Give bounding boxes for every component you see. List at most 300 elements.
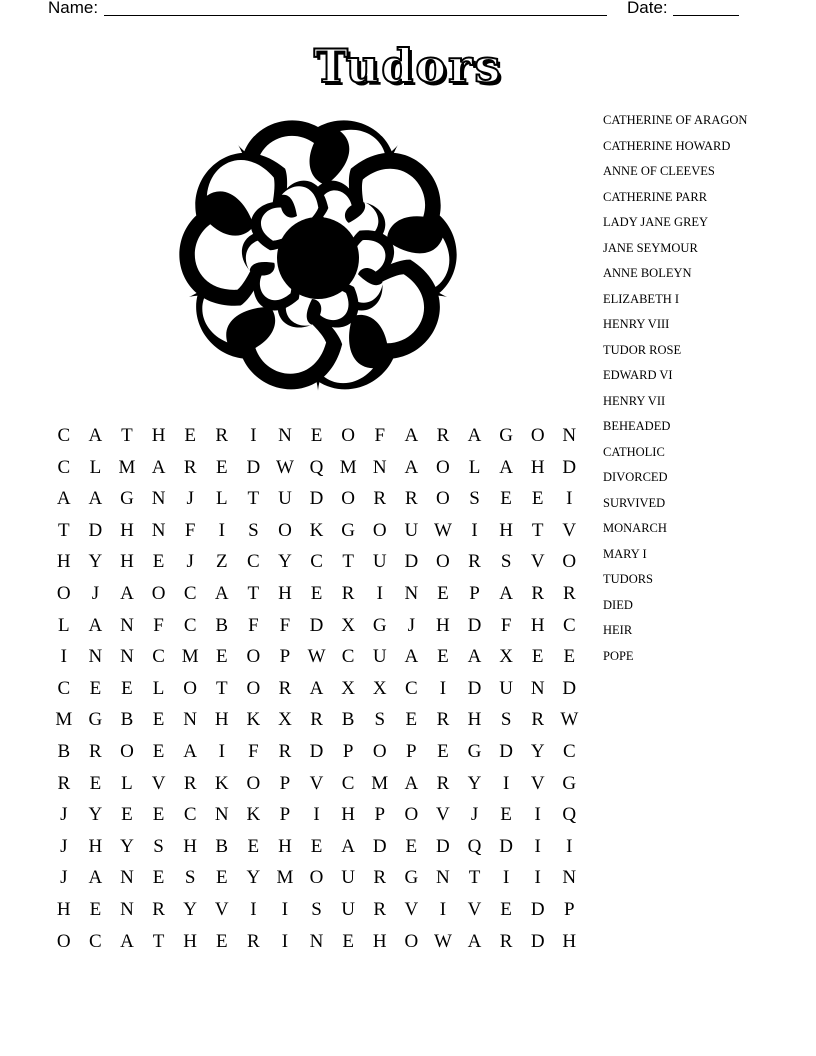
grid-cell[interactable]: O xyxy=(278,519,292,541)
grid-cell[interactable]: E xyxy=(152,709,165,731)
grid-cell[interactable]: D xyxy=(309,614,324,636)
grid-cell[interactable]: C xyxy=(562,740,576,762)
grid-cell[interactable]: R xyxy=(468,551,481,573)
grid-cell[interactable]: G xyxy=(404,867,419,889)
grid-cell[interactable]: A xyxy=(404,425,419,446)
grid-cell[interactable]: E xyxy=(310,582,323,604)
grid-cell[interactable]: Y xyxy=(88,804,103,826)
word-search-grid[interactable] xyxy=(48,420,586,957)
grid-cell[interactable]: D xyxy=(530,898,545,920)
grid-cell[interactable]: Y xyxy=(278,551,292,573)
grid-cell[interactable]: R xyxy=(436,772,450,794)
grid-cell[interactable]: A xyxy=(88,867,103,889)
grid-cell[interactable]: F xyxy=(279,614,291,636)
grid-cell[interactable]: E xyxy=(310,425,323,446)
grid-cell[interactable]: D xyxy=(562,677,577,699)
grid-cell[interactable]: H xyxy=(151,425,166,446)
grid-cell[interactable]: K xyxy=(246,709,261,731)
grid-cell[interactable]: C xyxy=(183,582,197,604)
grid-cell[interactable]: I xyxy=(250,898,257,920)
grid-cell[interactable]: G xyxy=(88,709,103,731)
grid-cell[interactable]: I xyxy=(534,804,541,826)
grid-cell[interactable]: O xyxy=(246,646,261,668)
grid-cell[interactable]: D xyxy=(372,835,387,857)
grid-cell[interactable]: H xyxy=(562,930,577,952)
grid-cell[interactable]: E xyxy=(247,835,260,857)
grid-cell[interactable]: R xyxy=(531,582,545,604)
grid-cell[interactable]: U xyxy=(341,898,355,920)
grid-cell[interactable]: A xyxy=(88,425,103,446)
grid-cell[interactable]: L xyxy=(89,456,102,478)
grid-cell[interactable]: D xyxy=(88,519,103,541)
grid-cell[interactable]: P xyxy=(374,804,386,826)
grid-cell[interactable]: B xyxy=(120,709,134,731)
grid-cell[interactable]: J xyxy=(91,582,100,604)
grid-cell[interactable]: R xyxy=(404,488,418,510)
grid-cell[interactable]: T xyxy=(215,677,228,699)
grid-cell[interactable]: E xyxy=(89,898,102,920)
grid-cell[interactable]: E xyxy=(342,930,354,952)
grid-cell[interactable]: F xyxy=(248,740,259,762)
grid-cell[interactable]: N xyxy=(120,614,134,636)
grid-cell[interactable]: O xyxy=(246,677,261,699)
grid-cell[interactable]: S xyxy=(500,709,512,731)
tudor-rose-icon xyxy=(172,108,464,402)
grid-cell[interactable]: G xyxy=(499,425,513,446)
grid-cell[interactable]: H xyxy=(120,551,134,573)
grid-cell[interactable]: A xyxy=(499,582,513,604)
grid-cell[interactable]: R xyxy=(278,677,292,699)
grid-cell[interactable]: R xyxy=(89,740,102,762)
grid-cell[interactable]: R xyxy=(341,582,355,604)
grid-cell[interactable]: H xyxy=(56,898,71,920)
grid-cell[interactable]: V xyxy=(562,519,577,541)
grid-cell[interactable]: S xyxy=(248,519,259,541)
grid-cell[interactable]: O xyxy=(151,582,166,604)
grid-cell[interactable]: I xyxy=(60,646,67,668)
grid-cell[interactable]: O xyxy=(530,425,545,446)
grid-cell[interactable]: S xyxy=(469,488,480,510)
grid-cell[interactable]: T xyxy=(342,551,354,573)
grid-cell[interactable]: D xyxy=(530,930,545,952)
grid-cell[interactable]: C xyxy=(247,551,260,573)
grid-cell[interactable]: O xyxy=(56,582,71,604)
grid-cell[interactable]: P xyxy=(564,898,575,920)
grid-cell[interactable]: E xyxy=(152,740,165,762)
grid-cell[interactable]: E xyxy=(437,740,449,762)
grid-cell[interactable]: Y xyxy=(246,867,261,889)
grid-cell[interactable]: H xyxy=(183,835,198,857)
grid-cell[interactable]: F xyxy=(153,614,164,636)
grid-cell[interactable]: I xyxy=(566,835,573,857)
grid-cell[interactable]: X xyxy=(499,646,513,668)
grid-cell[interactable]: J xyxy=(60,835,68,857)
grid-cell[interactable]: D xyxy=(404,551,419,573)
grid-cell[interactable]: P xyxy=(342,740,354,762)
grid-cell[interactable]: P xyxy=(469,582,480,604)
grid-cell[interactable]: C xyxy=(89,930,102,952)
grid-cell[interactable]: C xyxy=(152,646,165,668)
grid-cell[interactable]: F xyxy=(500,614,512,636)
page-title: Tudors xyxy=(313,39,503,93)
grid-cell[interactable]: F xyxy=(184,519,196,541)
grid-cell[interactable]: H xyxy=(530,456,545,478)
grid-cell[interactable]: C xyxy=(562,614,576,636)
grid-cell[interactable]: Q xyxy=(562,804,577,826)
grid-cell[interactable]: D xyxy=(246,456,261,478)
grid-cell[interactable]: H xyxy=(120,519,134,541)
grid-cell[interactable]: J xyxy=(60,804,68,826)
grid-cell[interactable]: C xyxy=(57,425,71,446)
grid-cell[interactable]: J xyxy=(186,488,194,510)
grid-cell[interactable]: O xyxy=(436,551,450,573)
grid-cell[interactable]: A xyxy=(56,488,71,510)
grid-cell[interactable]: E xyxy=(89,677,102,699)
grid-cell[interactable]: E xyxy=(215,930,228,952)
grid-cell[interactable]: L xyxy=(152,677,165,699)
grid-cell[interactable]: R xyxy=(373,867,387,889)
grid-cell[interactable]: V xyxy=(404,898,419,920)
grid-cell[interactable]: K xyxy=(309,519,324,541)
grid-cell[interactable]: R xyxy=(310,709,323,731)
grid-cell[interactable]: Y xyxy=(183,898,198,920)
grid-cell[interactable]: R xyxy=(278,740,292,762)
grid-cell[interactable]: R xyxy=(373,898,387,920)
grid-cell[interactable]: T xyxy=(247,582,260,604)
grid-cell[interactable]: V xyxy=(436,804,450,826)
grid-cell[interactable]: H xyxy=(467,709,482,731)
grid-cell[interactable]: E xyxy=(152,551,165,573)
grid-cell[interactable]: Z xyxy=(215,551,228,573)
grid-cell[interactable]: A xyxy=(120,582,134,604)
grid-cell[interactable]: N xyxy=(183,709,198,731)
grid-cell[interactable]: M xyxy=(118,456,136,478)
word-list-item: DIED xyxy=(603,597,633,612)
grid-cell[interactable]: E xyxy=(89,772,102,794)
date-field[interactable] xyxy=(673,15,739,16)
grid-cell[interactable]: A xyxy=(88,488,103,510)
grid-cell[interactable]: I xyxy=(566,488,573,510)
grid-cell[interactable]: E xyxy=(152,867,165,889)
grid-cell[interactable]: R xyxy=(531,709,545,731)
grid-cell[interactable]: N xyxy=(562,867,577,889)
grid-cell[interactable]: O xyxy=(341,488,355,510)
grid-cell[interactable]: U xyxy=(372,551,387,573)
grid-cell[interactable]: W xyxy=(275,456,294,478)
grid-cell[interactable]: I xyxy=(534,867,541,889)
grid-cell[interactable]: D xyxy=(562,456,577,478)
grid-cell[interactable]: N xyxy=(562,425,577,446)
grid-cell[interactable]: C xyxy=(57,677,71,699)
grid-cell[interactable]: R xyxy=(499,930,513,952)
grid-cell[interactable]: D xyxy=(499,835,513,857)
grid-row xyxy=(48,862,586,894)
grid-cell[interactable]: S xyxy=(500,551,512,573)
grid-cell[interactable]: A xyxy=(309,677,324,699)
name-field[interactable] xyxy=(104,15,607,16)
grid-cell[interactable]: B xyxy=(341,709,355,731)
grid-cell[interactable]: G xyxy=(341,519,355,541)
grid-cell[interactable]: U xyxy=(278,488,292,510)
grid-cell[interactable]: G xyxy=(372,614,387,636)
grid-cell[interactable]: E xyxy=(500,804,512,826)
grid-cell[interactable]: C xyxy=(183,804,197,826)
grid-cell[interactable]: I xyxy=(439,898,447,920)
grid-cell[interactable]: N xyxy=(372,456,387,478)
grid-cell[interactable]: K xyxy=(246,804,261,826)
grid-cell[interactable]: H xyxy=(214,709,229,731)
grid-cell[interactable]: T xyxy=(152,930,165,952)
grid-cell[interactable]: R xyxy=(436,425,450,446)
grid-cell[interactable]: P xyxy=(279,646,291,668)
grid-cell[interactable]: H xyxy=(278,582,292,604)
grid-cell[interactable]: O xyxy=(562,551,577,573)
grid-cell[interactable]: N xyxy=(278,425,292,446)
grid-cell[interactable]: G xyxy=(120,488,134,510)
grid-cell[interactable]: H xyxy=(341,804,355,826)
grid-cell[interactable]: R xyxy=(247,930,260,952)
grid-row xyxy=(48,483,586,515)
grid-cell[interactable]: N xyxy=(404,582,419,604)
grid-cell[interactable]: L xyxy=(215,488,228,510)
grid-cell[interactable]: O xyxy=(341,425,355,446)
grid-cell[interactable]: A xyxy=(467,425,482,446)
grid-cell[interactable]: G xyxy=(467,740,482,762)
grid-cell[interactable]: H xyxy=(436,614,450,636)
grid-cell[interactable]: D xyxy=(467,614,482,636)
grid-cell[interactable]: I xyxy=(313,804,320,826)
grid-cell[interactable]: O xyxy=(309,867,324,889)
grid-cell[interactable]: I xyxy=(281,930,289,952)
grid-cell[interactable]: O xyxy=(246,772,261,794)
grid-cell[interactable]: X xyxy=(341,614,355,636)
grid-cell[interactable]: I xyxy=(534,835,541,857)
grid-cell[interactable]: U xyxy=(341,867,355,889)
grid-cell[interactable]: R xyxy=(57,772,71,794)
grid-cell[interactable]: E xyxy=(531,646,544,668)
grid-cell[interactable]: A xyxy=(88,614,103,636)
grid-cell[interactable]: I xyxy=(250,425,257,446)
grid-cell[interactable]: C xyxy=(57,456,71,478)
grid-cell[interactable]: U xyxy=(372,646,387,668)
grid-cell[interactable]: A xyxy=(404,456,419,478)
grid-cell[interactable]: W xyxy=(560,709,579,731)
grid-cell[interactable]: I xyxy=(281,898,289,920)
grid-cell[interactable]: R xyxy=(436,709,450,731)
grid-cell[interactable]: N xyxy=(120,867,134,889)
grid-cell[interactable]: R xyxy=(183,456,197,478)
grid-cell[interactable]: E xyxy=(152,804,165,826)
grid-cell[interactable]: V xyxy=(309,772,324,794)
grid-cell[interactable]: H xyxy=(183,930,198,952)
grid-cell[interactable]: Y xyxy=(120,835,134,857)
grid-cell[interactable]: F xyxy=(248,614,259,636)
grid-cell[interactable]: A xyxy=(467,646,482,668)
grid-cell[interactable]: N xyxy=(120,898,134,920)
grid-cell[interactable]: J xyxy=(60,867,68,889)
grid-cell[interactable]: E xyxy=(437,582,449,604)
grid-cell[interactable]: R xyxy=(215,425,229,446)
grid-cell[interactable]: X xyxy=(372,677,387,699)
grid-cell[interactable]: E xyxy=(437,646,449,668)
grid-cell[interactable]: E xyxy=(405,835,418,857)
grid-cell[interactable]: M xyxy=(339,456,357,478)
grid-cell[interactable]: N xyxy=(120,646,134,668)
grid-cell[interactable]: A xyxy=(467,930,482,952)
grid-cell[interactable]: D xyxy=(436,835,450,857)
grid-cell[interactable]: O xyxy=(404,930,419,952)
grid-cell[interactable]: A xyxy=(183,740,198,762)
grid-cell[interactable]: A xyxy=(404,646,419,668)
grid-cell[interactable]: W xyxy=(433,930,452,952)
grid-cell[interactable]: I xyxy=(439,677,447,699)
grid-cell[interactable]: H xyxy=(530,614,545,636)
grid-cell[interactable]: H xyxy=(88,835,103,857)
grid-cell[interactable]: H xyxy=(499,519,513,541)
grid-cell[interactable]: I xyxy=(502,772,510,794)
grid-cell[interactable]: E xyxy=(563,646,576,668)
grid-cell[interactable]: L xyxy=(468,456,481,478)
grid-cell[interactable]: V xyxy=(530,551,545,573)
grid-cell[interactable]: R xyxy=(562,582,576,604)
grid-cell[interactable]: C xyxy=(310,551,323,573)
grid-cell[interactable]: W xyxy=(307,646,326,668)
grid-cell[interactable]: Y xyxy=(530,740,545,762)
grid-cell[interactable]: E xyxy=(215,867,228,889)
grid-cell[interactable]: O xyxy=(372,519,387,541)
grid-cell[interactable]: B xyxy=(215,614,229,636)
grid-cell[interactable]: T xyxy=(531,519,544,541)
grid-cell[interactable]: T xyxy=(468,867,481,889)
grid-cell[interactable]: X xyxy=(341,677,355,699)
grid-cell[interactable]: U xyxy=(404,519,419,541)
grid-cell[interactable]: P xyxy=(406,740,417,762)
grid-cell[interactable]: V xyxy=(530,772,545,794)
grid-cell[interactable]: W xyxy=(433,519,452,541)
grid-cell[interactable]: Q xyxy=(309,456,324,478)
grid-cell[interactable]: R xyxy=(373,488,387,510)
grid-cell[interactable]: V xyxy=(214,898,229,920)
grid-cell[interactable]: I xyxy=(376,582,383,604)
grid-cell[interactable]: E xyxy=(184,425,196,446)
grid-cell[interactable]: D xyxy=(309,488,324,510)
grid-cell[interactable]: L xyxy=(57,614,70,636)
grid-cell[interactable]: E xyxy=(215,456,228,478)
grid-cell[interactable]: N xyxy=(214,804,229,826)
grid-cell[interactable]: N xyxy=(530,677,545,699)
grid-cell[interactable]: P xyxy=(279,772,291,794)
grid-cell[interactable]: C xyxy=(341,772,355,794)
grid-cell[interactable]: E xyxy=(215,646,228,668)
grid-cell[interactable]: S xyxy=(374,709,386,731)
grid-cell[interactable]: O xyxy=(183,677,198,699)
grid-cell[interactable]: U xyxy=(499,677,513,699)
date-label: Date: xyxy=(627,0,668,17)
grid-cell[interactable]: R xyxy=(152,898,165,920)
grid-cell[interactable]: X xyxy=(278,709,292,731)
grid-cell[interactable]: I xyxy=(502,867,510,889)
grid-cell[interactable]: S xyxy=(184,867,196,889)
grid-cell[interactable]: Y xyxy=(467,772,482,794)
grid-cell[interactable]: Q xyxy=(467,835,482,857)
grid-cell[interactable]: O xyxy=(436,456,450,478)
grid-cell[interactable]: T xyxy=(247,488,260,510)
grid-cell[interactable]: E xyxy=(121,677,133,699)
grid-cell[interactable]: T xyxy=(57,519,70,541)
grid-cell[interactable]: E xyxy=(310,835,323,857)
grid-cell[interactable]: H xyxy=(56,551,71,573)
grid-cell[interactable]: E xyxy=(531,488,544,510)
grid-cell[interactable]: C xyxy=(183,614,197,636)
grid-cell[interactable]: M xyxy=(181,646,199,668)
grid-cell[interactable]: O xyxy=(372,740,387,762)
grid-cell[interactable]: K xyxy=(214,772,229,794)
grid-cell[interactable]: T xyxy=(121,425,133,446)
grid-row xyxy=(48,452,586,484)
grid-cell[interactable]: D xyxy=(309,740,324,762)
grid-cell[interactable]: S xyxy=(153,835,164,857)
grid-cell[interactable]: D xyxy=(499,740,513,762)
grid-cell[interactable]: J xyxy=(470,804,479,826)
grid-cell[interactable]: S xyxy=(311,898,322,920)
grid-cell[interactable]: A xyxy=(499,456,513,478)
grid-cell[interactable]: N xyxy=(436,867,450,889)
grid-cell[interactable]: F xyxy=(374,425,386,446)
grid-cell[interactable]: V xyxy=(467,898,482,920)
grid-cell[interactable]: N xyxy=(309,930,324,952)
grid-cell[interactable]: Y xyxy=(88,551,103,573)
grid-cell[interactable]: I xyxy=(218,740,225,762)
grid-cell[interactable]: B xyxy=(215,835,229,857)
grid-cell[interactable]: E xyxy=(405,709,418,731)
grid-cell[interactable]: A xyxy=(120,930,134,952)
grid-cell[interactable]: M xyxy=(276,867,294,889)
grid-cell[interactable]: B xyxy=(57,740,71,762)
grid-cell[interactable]: V xyxy=(151,772,166,794)
grid-cell[interactable]: I xyxy=(471,519,478,541)
grid-cell[interactable]: E xyxy=(500,488,512,510)
grid-cell[interactable]: E xyxy=(121,804,133,826)
grid-cell[interactable]: A xyxy=(341,835,355,857)
grid-cell[interactable]: A xyxy=(404,772,419,794)
grid-cell[interactable]: H xyxy=(372,930,387,952)
grid-cell[interactable]: C xyxy=(404,677,418,699)
grid-cell[interactable]: O xyxy=(404,804,419,826)
grid-cell[interactable]: N xyxy=(151,519,166,541)
grid-cell[interactable]: N xyxy=(88,646,103,668)
grid-cell[interactable]: H xyxy=(278,835,292,857)
grid-cell[interactable]: D xyxy=(467,677,482,699)
grid-cell[interactable]: O xyxy=(436,488,450,510)
grid-cell[interactable]: L xyxy=(121,772,133,794)
grid-cell[interactable]: M xyxy=(371,772,389,794)
grid-cell[interactable]: E xyxy=(500,898,512,920)
grid-cell[interactable]: J xyxy=(407,614,416,636)
grid-cell[interactable]: A xyxy=(151,456,166,478)
grid-cell[interactable]: N xyxy=(151,488,166,510)
grid-cell[interactable]: I xyxy=(218,519,225,541)
grid-cell[interactable]: R xyxy=(183,772,197,794)
grid-cell[interactable]: G xyxy=(562,772,577,794)
grid-cell[interactable]: M xyxy=(55,709,73,731)
grid-cell[interactable]: O xyxy=(120,740,134,762)
grid-cell[interactable]: A xyxy=(214,582,229,604)
grid-cell[interactable]: O xyxy=(56,930,71,952)
grid-cell[interactable]: C xyxy=(341,646,355,668)
word-list-item: HENRY VII xyxy=(603,393,666,408)
grid-cell[interactable]: P xyxy=(279,804,291,826)
grid-cell[interactable]: J xyxy=(186,551,194,573)
